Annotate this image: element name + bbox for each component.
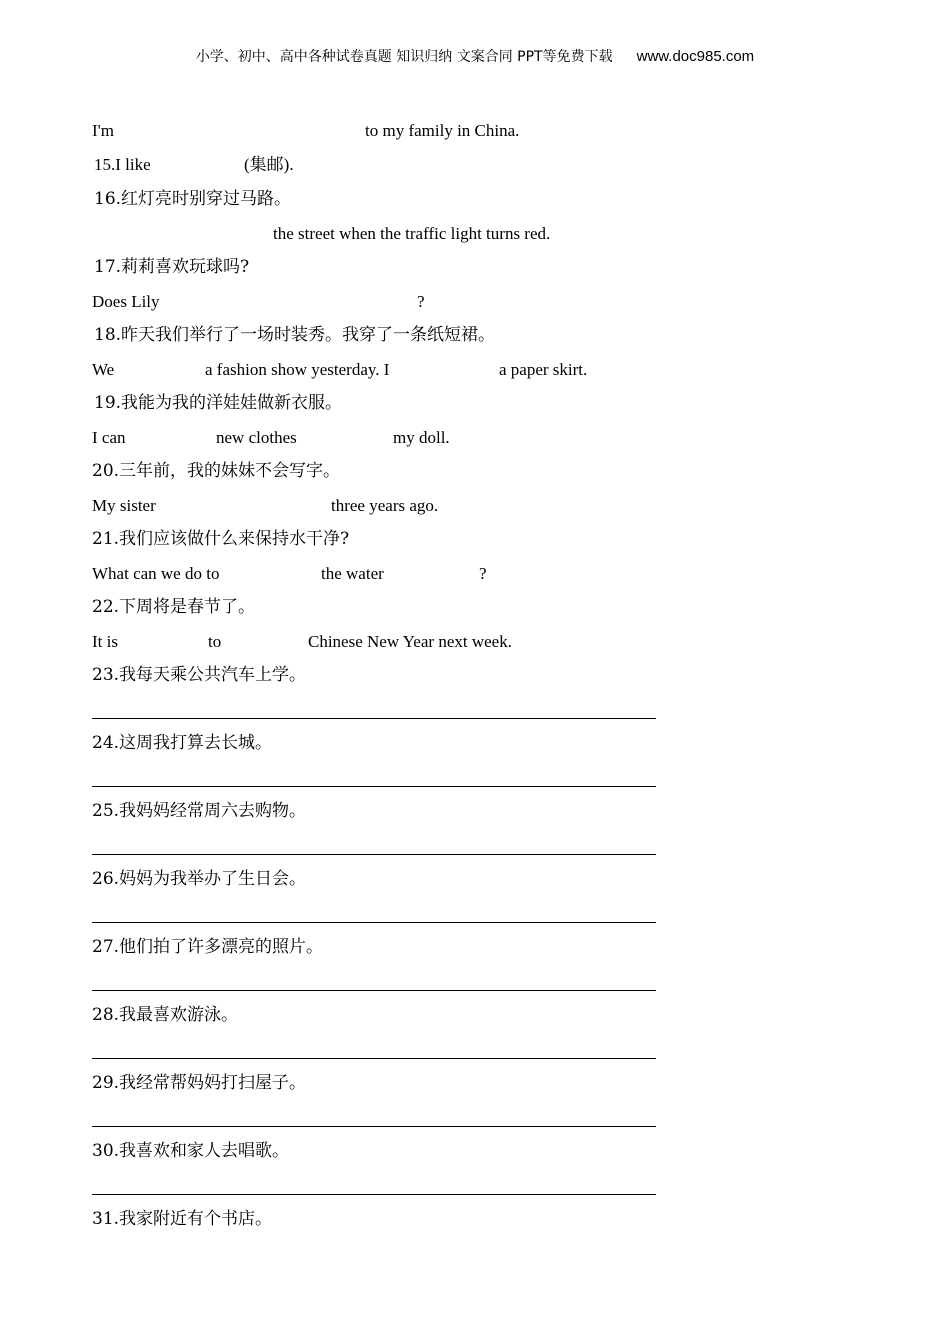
q14-text-a: I'm bbox=[92, 121, 114, 140]
q18-text-b: a fashion show yesterday. I bbox=[205, 360, 390, 379]
answer-line-30 bbox=[92, 1194, 656, 1195]
answer-line-24 bbox=[92, 786, 656, 787]
q20-chinese: 20.三年前，我的妹妹不会写字。 bbox=[92, 461, 341, 481]
q31-chinese: 31.我家附近有个书店。 bbox=[92, 1209, 273, 1229]
q20-text-a: My sister bbox=[92, 496, 156, 515]
answer-line-29 bbox=[92, 1126, 656, 1127]
q22-text-b: to bbox=[208, 632, 222, 651]
q17-text-a: Does Lily bbox=[92, 292, 160, 311]
q21-text-b: the water bbox=[321, 564, 384, 583]
q23-chinese: 23.我每天乘公共汽车上学。 bbox=[92, 665, 307, 685]
header-site: www.doc985.com bbox=[636, 48, 755, 65]
page-header bbox=[0, 46, 950, 66]
q18-chinese: 18.昨天我们举行了一场时装秀。我穿了一条纸短裙。 bbox=[94, 325, 496, 345]
q16-english: the street when the traffic light turns red. bbox=[273, 224, 551, 243]
q24-chinese: 24.这周我打算去长城。 bbox=[92, 733, 273, 753]
answer-line-27 bbox=[92, 990, 656, 991]
q15-text-a: 15.I like bbox=[94, 155, 151, 174]
q19-text-c: my doll. bbox=[393, 428, 450, 447]
answer-line-28 bbox=[92, 1058, 656, 1059]
q20-text-b: three years ago. bbox=[331, 496, 439, 515]
q19-chinese: 19.我能为我的洋娃娃做新衣服。 bbox=[94, 393, 343, 413]
q21-text-a: What can we do to bbox=[92, 564, 220, 583]
q28-chinese: 28.我最喜欢游泳。 bbox=[92, 1005, 239, 1025]
q17-text-b: ? bbox=[417, 292, 425, 311]
q22-chinese: 22.下周将是春节了。 bbox=[92, 597, 256, 617]
answer-line-26 bbox=[92, 922, 656, 923]
q29-chinese: 29.我经常帮妈妈打扫屋子。 bbox=[92, 1073, 307, 1093]
q25-chinese: 25.我妈妈经常周六去购物。 bbox=[92, 801, 307, 821]
answer-line-25 bbox=[92, 854, 656, 855]
q15-text-b: (集邮). bbox=[244, 155, 294, 174]
q21-text-c: ? bbox=[479, 564, 487, 583]
q14-text-b: to my family in China. bbox=[365, 121, 520, 140]
q30-chinese: 30.我喜欢和家人去唱歌。 bbox=[92, 1141, 290, 1161]
q18-text-a: We bbox=[92, 360, 115, 379]
q21-chinese: 21.我们应该做什么来保持水干净? bbox=[92, 529, 350, 549]
q17-chinese: 17.莉莉喜欢玩球吗? bbox=[94, 257, 250, 277]
q26-chinese: 26.妈妈为我举办了生日会。 bbox=[92, 869, 307, 889]
q18-text-c: a paper skirt. bbox=[499, 360, 588, 379]
q22-text-a: It is bbox=[92, 632, 118, 651]
q22-text-c: Chinese New Year next week. bbox=[308, 632, 512, 651]
q19-text-a: I can bbox=[92, 428, 126, 447]
answer-line-23 bbox=[92, 718, 656, 719]
q19-text-b: new clothes bbox=[216, 428, 297, 447]
q27-chinese: 27.他们拍了许多漂亮的照片。 bbox=[92, 937, 324, 957]
q16-chinese: 16.红灯亮时别穿过马路。 bbox=[94, 189, 292, 209]
header-text: 小学、初中、高中各种试卷真题 知识归纳 文案合同 PPT等免费下载 bbox=[195, 49, 613, 65]
